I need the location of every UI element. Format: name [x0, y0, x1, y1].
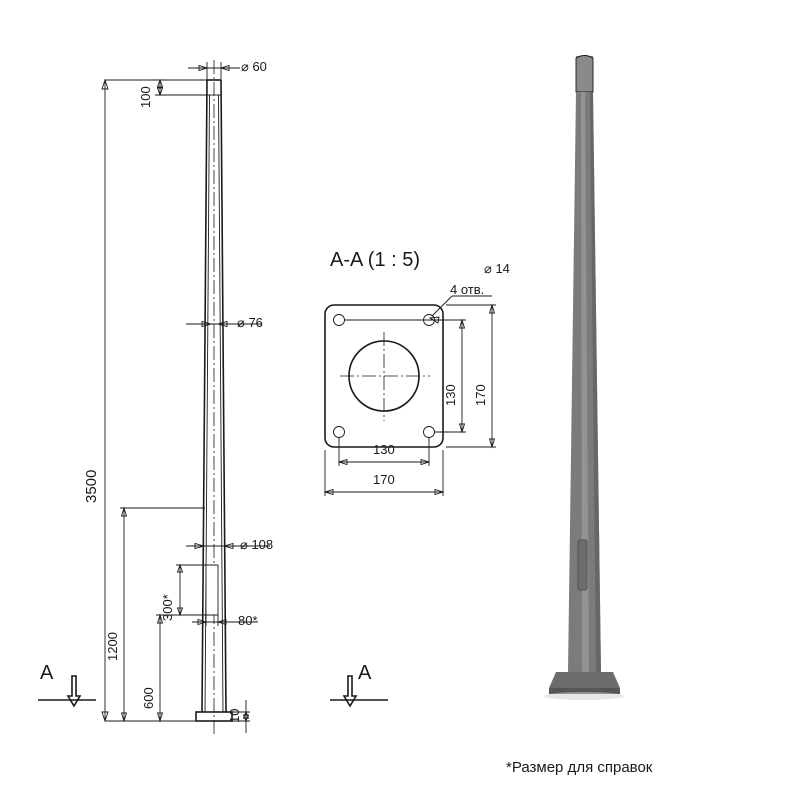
label-bolt-spacing-horizontal: 130	[373, 442, 395, 457]
label-mid-diameter: ⌀ 76	[237, 315, 263, 330]
section-label-left: A	[40, 662, 54, 684]
pole-access-hatch	[206, 565, 218, 615]
label-bolt-spacing-vertical: 130	[443, 384, 458, 406]
pole-3d-render	[544, 56, 624, 701]
section-base-plate	[325, 305, 443, 447]
pole-outline	[196, 60, 232, 735]
label-door-width: 80*	[238, 613, 258, 628]
dimension-door-height	[176, 565, 206, 615]
section-view-title: A-A (1 : 5)	[330, 249, 421, 271]
label-top-diameter: ⌀ 60	[241, 59, 267, 74]
label-base-diameter: ⌀ 108	[240, 537, 274, 552]
dimension-overall-height	[102, 80, 205, 721]
label-top-segment: 100	[138, 86, 153, 108]
dimension-door-offset	[156, 615, 206, 721]
section-label-right: A	[358, 662, 372, 684]
label-plate-width: 170	[373, 472, 395, 487]
label-door-offset: 600	[141, 687, 156, 709]
label-lower-zone: 1200	[105, 632, 120, 661]
footnote-reference-dimension: *Размер для справок	[506, 759, 653, 776]
label-plate-thickness: 10	[227, 708, 242, 723]
label-plate-height: 170	[473, 384, 488, 406]
leader-hole-callout	[430, 296, 492, 323]
label-overall-height: 3500	[83, 469, 100, 503]
dimension-top-segment	[155, 80, 207, 95]
label-hole-diameter: ⌀ 14	[484, 261, 510, 276]
label-door-height: 300*	[160, 594, 175, 621]
label-hole-count: 4 отв.	[450, 282, 485, 297]
dimension-plate-height	[443, 305, 496, 447]
